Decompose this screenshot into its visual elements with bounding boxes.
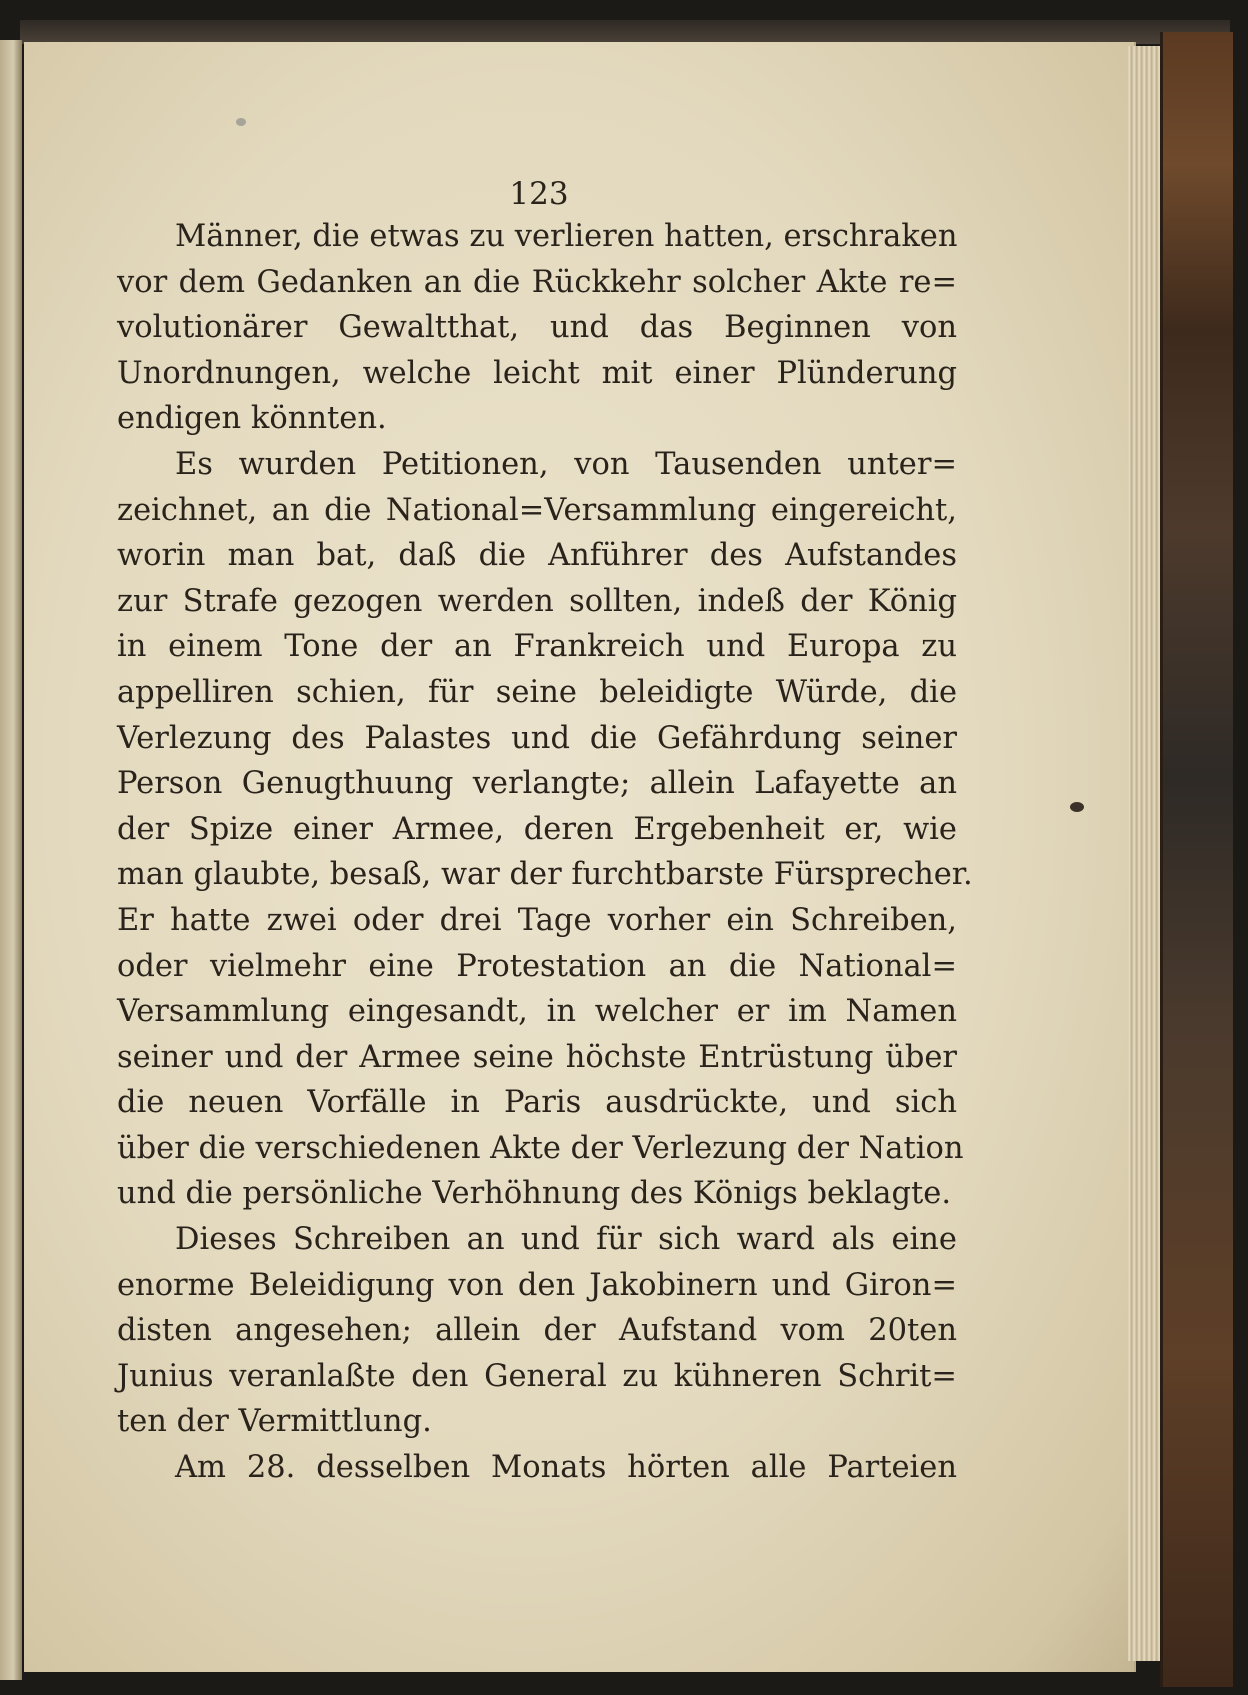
book-cover-spine	[1160, 32, 1233, 1687]
text-line: appelliren schien, für seine beleidigte Würde, die	[117, 674, 957, 710]
text-line: Unordnungen, welche leicht mit einer Plünderung	[117, 355, 957, 391]
body-text	[117, 214, 973, 1491]
text-line: vor dem Gedanken an die Rückkehr solcher Akte re=	[117, 264, 957, 300]
page-number: 123	[509, 176, 569, 212]
text-line: zeichnet, an die National=Versammlung eingereicht,	[117, 492, 957, 528]
page-stack-edges	[1128, 46, 1162, 1661]
text-line: Er hatte zwei oder drei Tage vorher ein Schreiben,	[117, 902, 957, 938]
text-line: Versammlung eingesandt, in welcher er im Namen	[117, 994, 957, 1030]
text-line: seiner und der Armee seine höchste Entrüstung über	[117, 1039, 957, 1075]
text-line: Am 28. desselben Monats hörten alle Parteien	[175, 1450, 957, 1486]
text-line: zur Strafe gezogen werden sollten, indeß der König	[117, 583, 957, 619]
previous-page-edge	[0, 40, 22, 1680]
text-line: endigen könnten.	[117, 401, 387, 437]
text-line: oder vielmehr eine Protestation an die National=	[117, 948, 957, 984]
margin-mark	[1070, 802, 1084, 812]
text-line: disten angesehen; allein der Aufstand vom 20ten	[117, 1313, 957, 1349]
text-line: man glaubte, besaß, war der furchtbarste Fürsprecher.	[117, 857, 973, 893]
text-line: ten der Vermittlung.	[117, 1404, 432, 1440]
text-line: enorme Beleidigung von den Jakobinern und Giron=	[117, 1267, 957, 1303]
text-line: in einem Tone der an Frankreich und Europa zu	[117, 629, 957, 665]
text-line: Es wurden Petitionen, von Tausenden unter=	[175, 446, 957, 482]
ink-smudge	[236, 118, 246, 126]
text-line: Person Genugthuung verlangte; allein Lafayette an	[117, 766, 957, 802]
text-line: Verlezung des Palastes und die Gefährdung seiner	[117, 720, 957, 756]
book-cover-top	[20, 20, 1230, 44]
text-line: über die verschiedenen Akte der Verlezung der Nation	[117, 1130, 964, 1166]
text-line: Dieses Schreiben an und für sich ward als eine	[175, 1222, 957, 1258]
text-line: volutionärer Gewaltthat, und das Beginnen von	[117, 310, 957, 346]
text-line: Junius veranlaßte den General zu kühneren Schrit=	[117, 1358, 957, 1394]
text-line: die neuen Vorfälle in Paris ausdrückte, und sich	[117, 1085, 957, 1121]
text-line: und die persönliche Verhöhnung des Königs beklagte.	[117, 1176, 952, 1212]
text-line: Männer, die etwas zu verlieren hatten, erschraken	[175, 219, 958, 254]
text-line: worin man bat, daß die Anführer des Aufstandes	[117, 538, 957, 574]
text-line: der Spize einer Armee, deren Ergebenheit er, wie	[117, 811, 957, 847]
